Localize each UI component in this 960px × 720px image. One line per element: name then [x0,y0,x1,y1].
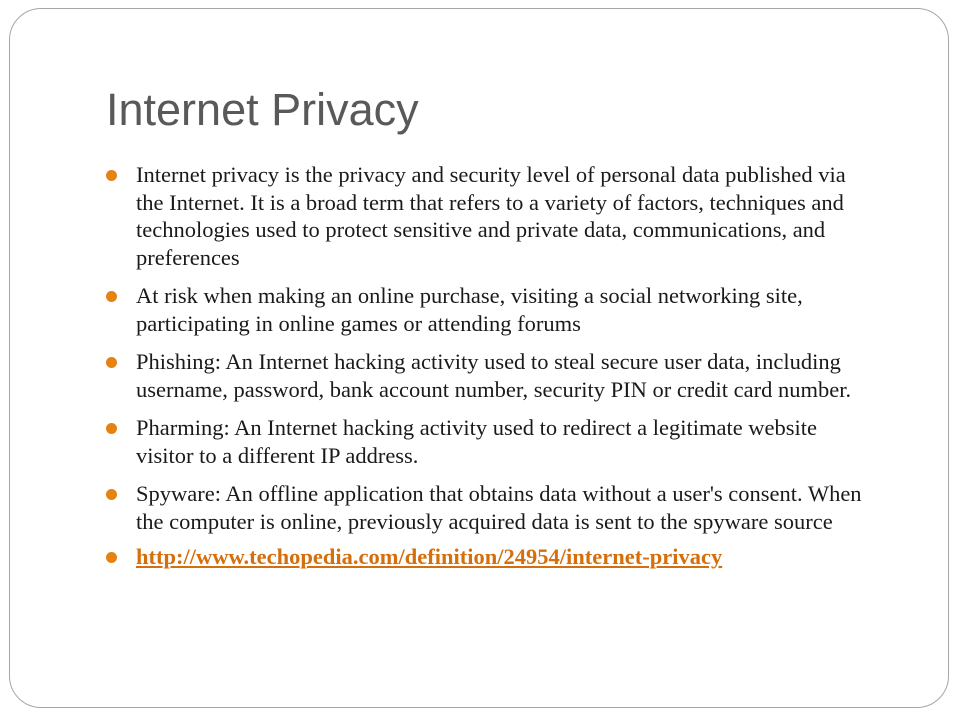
bullet-item-definition [106,161,866,271]
bullet-dot-icon [106,291,117,302]
bullet-text: Phishing: An Internet hacking activity used to steal secure user data, including username, password, bank account number, security PIN or credit card number. [136,349,852,402]
bullet-dot-icon [106,489,117,500]
bullet-text: Pharming: An Internet hacking activity used to redirect a legitimate website visitor to a different IP address. [136,415,818,468]
bullet-dot-icon [106,357,117,368]
bullet-text: Spyware: An offline application that obtains data without a user's consent. When the computer is online, previously acquired data is sent to the spyware source [136,481,862,534]
slide-title: Internet Privacy [106,84,419,135]
bullet-text: At risk when making an online purchase, visiting a social networking site, participating in online games or attending forums [136,283,803,336]
bullet-item-pharming [106,414,866,469]
bullet-item-source-link [106,543,866,571]
bullet-list [106,161,866,582]
bullet-dot-icon [106,552,117,563]
bullet-text: Internet privacy is the privacy and security level of personal data published via the Internet. It is a broad term that refers to a variety of factors, techniques and technologies used to protect sensitive and private data, communications, and preferences [136,162,846,270]
bullet-item-spyware [106,480,866,535]
bullet-item-at-risk [106,282,866,337]
bullet-dot-icon [106,170,117,181]
source-link[interactable]: http://www.techopedia.com/definition/24954/internet-privacy [136,544,723,569]
bullet-dot-icon [106,423,117,434]
bullet-item-phishing [106,348,866,403]
